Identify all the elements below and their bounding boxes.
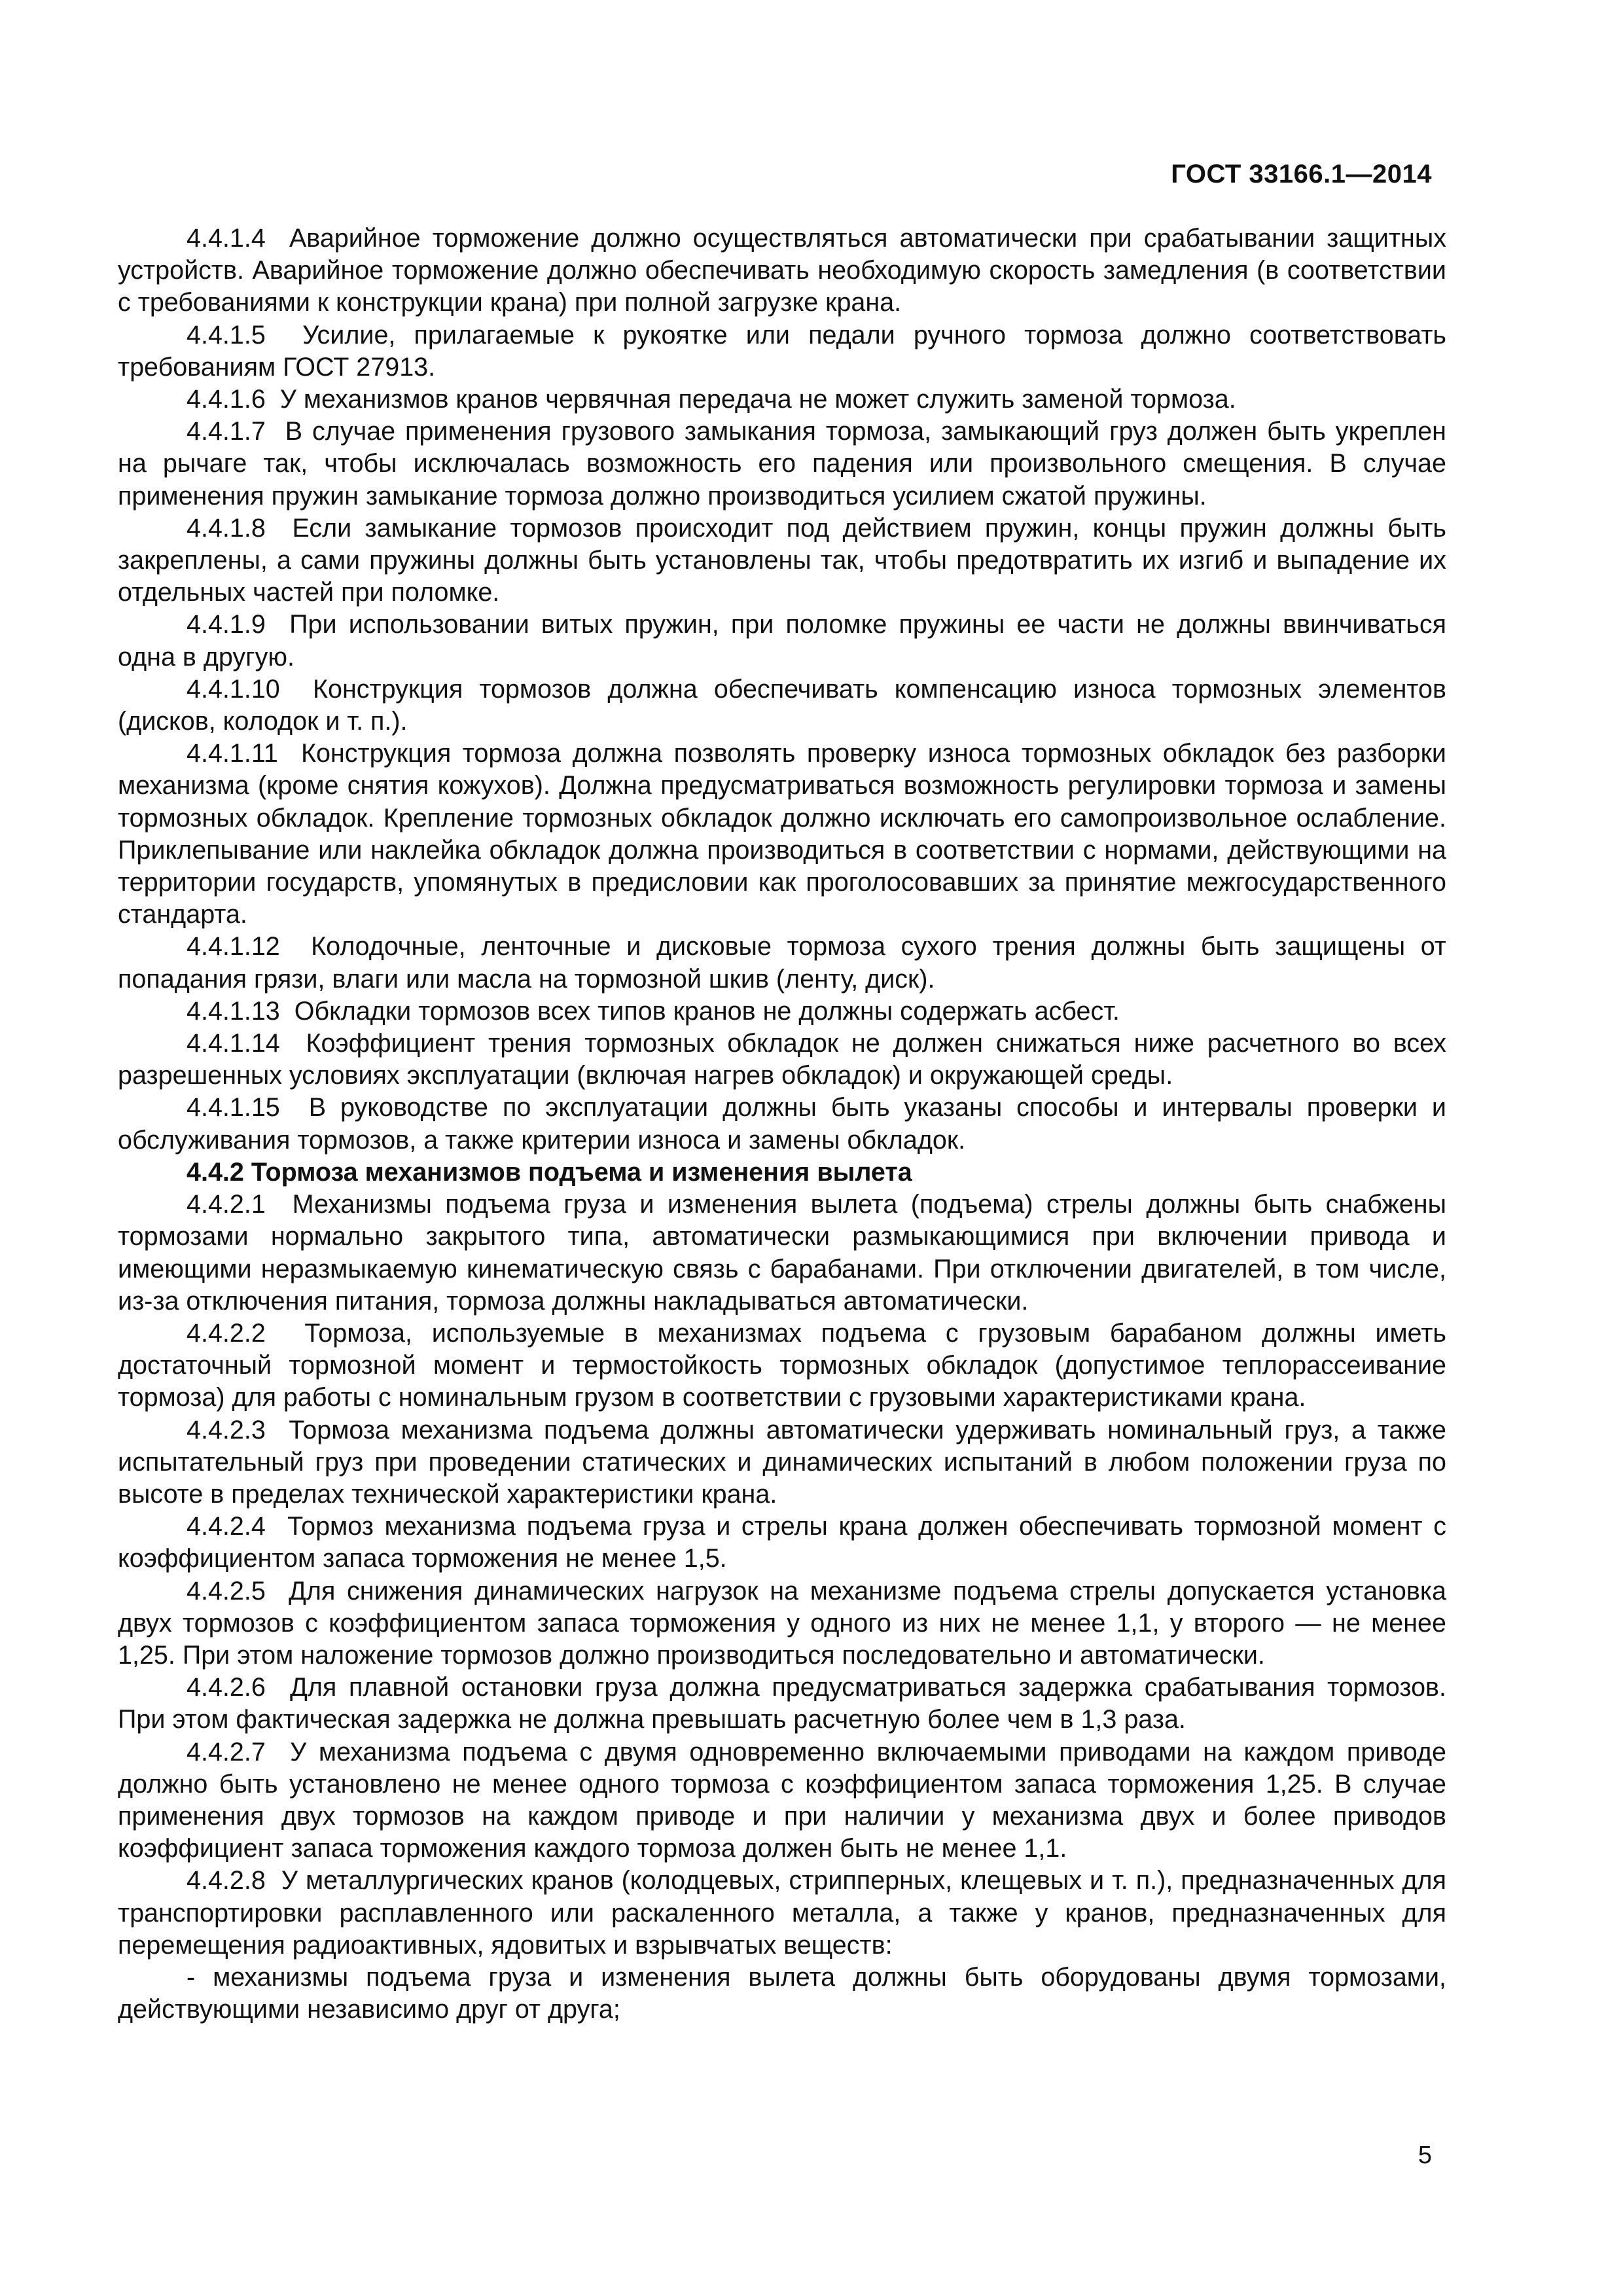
- clause-number: 4.4.1.5: [187, 320, 266, 350]
- clause-text: У металлургических кранов (колодцевых, стрипперных, клещевых и т. п.), предназначенных для транспортировки расплавленного или раскаленного металла, а также у кранов, предназначенных для перемещения радиоактивных, ядовитых и взрывчатых веществ:: [118, 1866, 1446, 1960]
- clause-4-4-1-12: [118, 931, 1446, 995]
- document-code-header: ГОСТ 33166.1—2014: [1171, 160, 1432, 188]
- list-item: - механизмы подъема груза и изменения вылета должны быть оборудованы двумя тормозами, действующими независимо друг от друга;: [118, 1962, 1446, 2024]
- clause-text: Колодочные, ленточные и дисковые тормоза сухого трения должны быть защищены от попадания грязи, влаги или масла на тормозной шкив (ленту, диск).: [118, 932, 1446, 994]
- clause-4-4-2-8: [118, 1865, 1446, 1962]
- clause-4-4-1-7: [118, 416, 1446, 512]
- clause-text: Для плавной остановки груза должна предусматриваться задержка срабатывания тормозов. При этом фактическая задержка не должна превышать расчетную более чем в 1,3 раза.: [118, 1673, 1446, 1734]
- clause-4-4-1-4: [118, 223, 1446, 319]
- clause-text: Если замыкание тормозов происходит под действием пружин, концы пружин должны быть закреплены, а сами пружины должны быть установлены так, чтобы предотвратить их изгиб и выпадение их отдельных частей при поломке.: [118, 513, 1447, 607]
- clause-text: В случае применения грузового замыкания тормоза, замыкающий груз должен быть укреплен на рычаге так, чтобы исключалась возможность его падения или произвольного смещения. В случае применения пружин замыкание тормоза должно производиться усилием сжатой пружины.: [118, 417, 1446, 511]
- clause-text: Обкладки тормозов всех типов кранов не должны содержать асбест.: [294, 996, 1120, 1026]
- clause-number: 4.4.1.9: [187, 610, 266, 639]
- clause-4-4-1-11: [118, 738, 1446, 931]
- clause-text: При использовании витых пружин, при поломке пружины ее части не должны ввинчиваться одна в другую.: [118, 610, 1447, 672]
- clause-text: Конструкция тормоза должна позволять проверку износа тормозных обкладок без разборки механизма (кроме снятия кожухов). Должна предусматриваться возможность регулировки тормоза и замены тормозных обкладок. Крепление тормозных обкладок должно исключать его самопроизвольное ослабление. Приклепывание или наклейка обкладок должна производиться в соответствии с нормами, действующими на территории государств, упомянутых в предисловии как проголосовавших за принятие межгосударственного стандарта.: [118, 739, 1446, 929]
- clause-number: 4.4.1.15: [187, 1093, 280, 1122]
- clause-number: 4.4.1.11: [187, 739, 278, 768]
- clause-text: Аварийное торможение должно осуществляться автоматически при срабатывании защитных устройств. Аварийное торможение должно обеспечивать необходимую скорость замедления (в соответствии с требованиями к конструкции крана) при полной загрузке крана.: [118, 224, 1446, 317]
- clause-number: 4.4.1.4: [187, 224, 266, 253]
- clause-4-4-1-10: [118, 673, 1446, 738]
- clause-number: 4.4.1.7: [187, 417, 266, 446]
- clause-text: Механизмы подъема груза и изменения вылета (подъема) стрелы должны быть снабжены тормозами нормально закрытого типа, автоматически размыкающимися при включении привода и имеющими неразмыкаемую кинематическую связь с барабанами. При отключении двигателей, в том числе, из-за отключения питания, тормоза должны накладываться автоматически.: [118, 1190, 1446, 1316]
- clause-text: Усилие, прилагаемые к рукоятке или педали ручного тормоза должно соответствовать требованиям ГОСТ 27913.: [118, 320, 1447, 382]
- clause-text: Конструкция тормозов должна обеспечивать компенсацию износа тормозных элементов (дисков, колодок и т. п.).: [118, 674, 1446, 736]
- clause-number: 4.4.1.12: [187, 932, 280, 961]
- clause-4-4-2-3: [118, 1414, 1446, 1511]
- clause-number: 4.4.2.7: [187, 1737, 266, 1767]
- clause-number: 4.4.1.10: [187, 674, 280, 704]
- clause-text: У механизмов кранов червячная передача не может служить заменой тормоза.: [279, 385, 1236, 414]
- clause-4-4-1-8: [118, 512, 1446, 609]
- clause-4-4-2-1: [118, 1189, 1446, 1318]
- clause-4-4-2-7: [118, 1736, 1446, 1865]
- clause-4-4-2-6: [118, 1672, 1446, 1736]
- clause-text: Для снижения динамических нагрузок на механизме подъема стрелы допускается установка двух тормозов с коэффициентом запаса торможения у одного из них не менее 1,1, у второго — не менее 1,25. При этом наложение тормозов должно производиться последовательно и автоматически.: [118, 1576, 1446, 1670]
- clause-4-4-2-4: [118, 1511, 1446, 1575]
- clause-4-4-1-14: [118, 1028, 1446, 1092]
- clause-text: Тормоза, используемые в механизмах подъема с грузовым барабаном должны иметь достаточный тормозной момент и термостойкость тормозных обкладок (допустимое теплорассеивание тормоза) для работы с номинальным грузом в соответствии с грузовыми характеристиками крана.: [118, 1318, 1446, 1412]
- clause-number: 4.4.1.14: [187, 1029, 280, 1058]
- clause-4-4-1-6: [118, 384, 1446, 416]
- clause-number: 4.4.2.3: [187, 1415, 266, 1444]
- clause-number: 4.4.2.4: [187, 1512, 266, 1541]
- clause-4-4-1-5: [118, 319, 1446, 384]
- clause-number: 4.4.2.6: [187, 1673, 266, 1702]
- clause-text: У механизма подъема с двумя одновременно включаемыми приводами на каждом приводе должно быть установлено не менее одного тормоза с коэффициентом запаса торможения 1,25. В случае применения двух тормозов на каждом приводе и при наличии у механизма двух и более приводов коэффициент запаса торможения каждого тормоза должен быть не менее 1,1.: [118, 1737, 1447, 1863]
- section-heading-4-4-2: 4.4.2 Тормоза механизмов подъема и изменения вылета: [187, 1157, 912, 1187]
- clause-4-4-1-15: [118, 1092, 1446, 1156]
- clause-number: 4.4.2.8: [187, 1866, 266, 1895]
- page-number: 5: [1418, 2142, 1432, 2169]
- clause-text: Тормоз механизма подъема груза и стрелы крана должен обеспечивать тормозной момент с коэффициентом запаса торможения не менее 1,5.: [118, 1512, 1446, 1573]
- clause-text: Коэффициент трения тормозных обкладок не должен снижаться ниже расчетного во всех разрешенных условиях эксплуатации (включая нагрев обкладок) и окружающей среды.: [118, 1029, 1446, 1090]
- clause-text: Тормоза механизма подъема должны автоматически удерживать номинальный груз, а также испытательный груз при проведении статических и динамических испытаний в любом положении груза по высоте в пределах технической характеристики крана.: [118, 1415, 1446, 1509]
- clause-number: 4.4.2.1: [187, 1190, 266, 1219]
- clause-number: 4.4.2.5: [187, 1576, 266, 1605]
- clause-number: 4.4.1.8: [187, 513, 266, 543]
- clause-number: 4.4.1.6: [187, 385, 266, 414]
- clause-4-4-2-2: [118, 1318, 1446, 1414]
- document-body: [118, 223, 1446, 2026]
- clause-4-4-1-9: [118, 609, 1446, 673]
- clause-4-4-1-13: [118, 996, 1446, 1028]
- clause-4-4-2-5: [118, 1575, 1446, 1672]
- clause-number: 4.4.2.2: [187, 1318, 266, 1348]
- clause-number: 4.4.1.13: [187, 996, 280, 1026]
- clause-text: В руководстве по эксплуатации должны быть указаны способы и интервалы проверки и обслуживания тормозов, а также критерии износа и замены обкладок.: [118, 1093, 1446, 1155]
